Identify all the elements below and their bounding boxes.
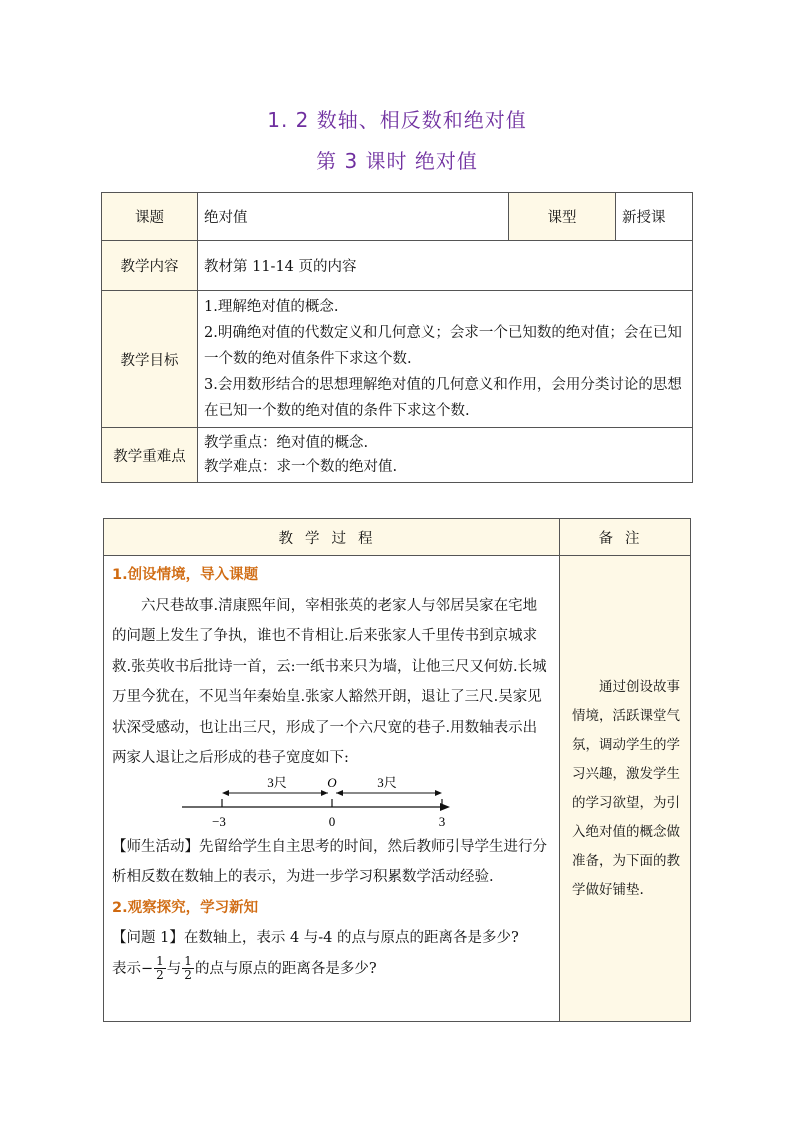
goal-item: 1.理解绝对值的概念. (204, 299, 339, 315)
note-cell (560, 556, 691, 1022)
question-text: 与 (166, 960, 182, 977)
right-arrow-icon (336, 790, 343, 796)
right-arrow-icon (435, 790, 442, 796)
key-points-cell (198, 428, 693, 483)
fraction-numerator: 1 (184, 954, 192, 968)
left-arrow-icon (321, 790, 328, 796)
goal-item: 2.明确绝对值的代数定义和几何意义；会求一个已知数的绝对值；会在已知一个数的绝对值条件下求这个数. (204, 325, 682, 367)
question-text: 表示− (112, 960, 154, 977)
tick-label-zero: 0 (328, 813, 336, 829)
page-title: 1. 2 数轴、相反数和绝对值 (267, 108, 527, 132)
activity-paragraph: 【师生活动】先留给学生自主思考的时间，然后教师引导学生进行分析相反数在数轴上的表示，为进一步学习积累数学活动经验. (112, 838, 547, 885)
key-point-item: 教学难点：求一个数的绝对值. (204, 459, 398, 475)
note-text: 通过创设故事情境，活跃课堂气氛，调动学生的学习兴趣，激发学生的学习欲望，为引入绝对值的概念做准备，为下面的教学做好铺垫. (572, 678, 680, 898)
topic-label: 课题 (102, 193, 198, 241)
story-paragraph: 六尺巷故事.清康熙年间，宰相张英的老家人与邻居吴家在宅地的问题上发生了争执，谁也不肯相让.后来张家人千里传书到京城求救.张英收书后批诗一首，云:一纸书来只为墙，让他三尺又何妨.长城万里今犹在，不见当年秦始皇.张家人豁然开朗，退让了三尺.吴家见状深受感动，也让出三尺，形成了一个六尺宽的巷子.用数轴表示出两家人退让之后形成的巷子宽度如下: (112, 597, 547, 766)
lesson-info-table (101, 192, 693, 483)
origin-label: O (327, 775, 337, 790)
note-header: 备注 (560, 519, 691, 556)
lesson-subtitle: 第 3 课时 绝对值 (316, 149, 478, 173)
question-line: 【问题 1】在数轴上，表示 4 与-4 的点与原点的距离各是多少? (112, 930, 519, 946)
question-text: 的点与原点的距离各是多少? (194, 960, 377, 977)
left-arrow-icon (222, 790, 229, 796)
type-label: 课型 (509, 193, 616, 241)
goals-label: 教学目标 (102, 291, 198, 428)
key-points-label: 教学重难点 (102, 428, 198, 483)
section2-title: 2.观察探究，学习新知 (112, 899, 259, 916)
fraction (154, 955, 166, 982)
content-value: 教材第 11-14 页的内容 (198, 241, 693, 291)
goals-cell (198, 291, 693, 428)
process-content (104, 556, 560, 1022)
goal-item: 3.会用数形结合的思想理解绝对值的几何意义和作用，会用分类讨论的思想在已知一个数的绝对值的条件下求这个数. (204, 377, 682, 419)
left-distance-label: 3尺 (267, 775, 287, 790)
fraction (182, 955, 194, 982)
fraction-denominator: 2 (184, 968, 192, 982)
fraction-numerator: 1 (156, 954, 164, 968)
process-header: 教学过程 (104, 519, 560, 556)
section1-title: 1.创设情境，导入课题 (112, 567, 259, 583)
fraction-denominator: 2 (156, 968, 164, 982)
number-line-diagram (182, 776, 462, 832)
topic-value: 绝对值 (198, 193, 509, 241)
tick-label-three: 3 (438, 813, 446, 829)
key-point-item: 教学重点：绝对值的概念. (204, 435, 369, 451)
type-value: 新授课 (616, 193, 693, 241)
question-line-fractions (112, 954, 551, 985)
content-label: 教学内容 (102, 241, 198, 291)
right-distance-label: 3尺 (377, 775, 397, 790)
process-table (103, 518, 691, 1022)
tick-label-minus3: −3 (212, 813, 226, 829)
